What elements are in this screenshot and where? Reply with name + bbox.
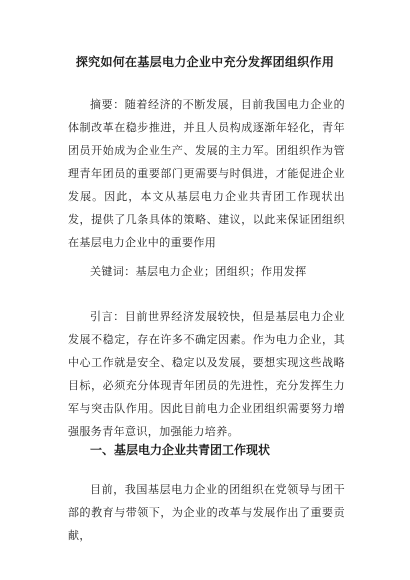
document-title: 探究如何在基层电力企业中充分发挥团组织作用 <box>75 55 335 69</box>
introduction-paragraph: 引言：目前世界经济发展较快，但是基层电力企业发展不稳定，存在许多不确定因素。作为电力企业，其中心工作就是安全、稳定以及发展，要想实现这些战略目标，必须充分体现青年团员的先进性，充分发挥生力军与突击队作用。因此目前电力企业团组织需要努力增强服务青年意识，加强能力培养。 <box>68 310 345 438</box>
section-heading: 一、基层电力企业共青团工作现状 <box>90 443 271 457</box>
section-body-paragraph: 目前，我国基层电力企业的团组织在党领导与团干部的教育与带领下，为企业的改革与发展作出了重要贡献， <box>68 483 345 542</box>
abstract-paragraph: 摘要：随着经济的不断发展，目前我国电力企业的体制改革在稳步推进，并且人员构成逐渐年轻化，青年团员开始成为企业生产、发展的主力军。团组织作为管理青年团员的重要部门更需要与时俱进，才能促进企业发展。因此，本文从基层电力企业共青团工作现状出发，提供了几条具体的策略、建议，以此来保证团组织在基层电力企业中的重要作用 <box>68 98 345 249</box>
keywords-paragraph: 关键词：基层电力企业；团组织；作用发挥 <box>90 265 307 278</box>
